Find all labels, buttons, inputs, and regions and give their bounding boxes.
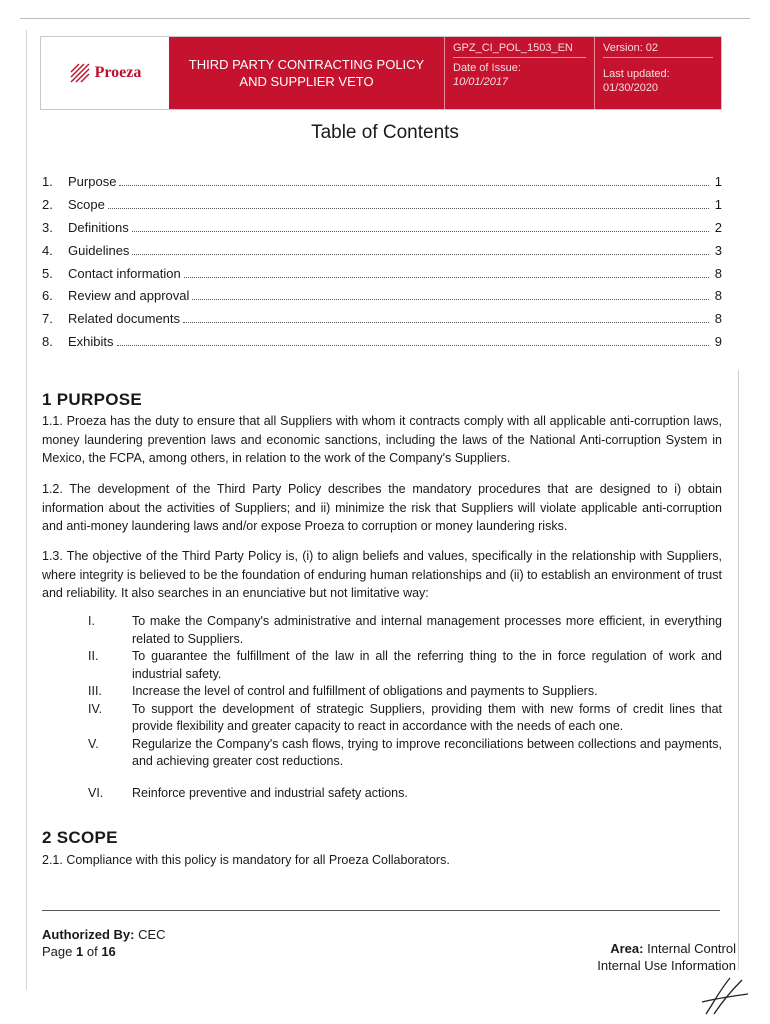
list-number: VI.	[88, 785, 104, 800]
toc-label: Scope	[68, 196, 105, 212]
area-value: Internal Control	[647, 941, 736, 956]
toc-label: Definitions	[68, 219, 129, 235]
authorized-label: Authorized By:	[42, 927, 135, 942]
list-number: IV.	[88, 701, 103, 716]
document-title: THIRD PARTY CONTRACTING POLICY AND SUPPLIER VETO	[169, 37, 444, 109]
toc-label: Guidelines	[68, 242, 130, 258]
toc-title: Table of Contents	[311, 122, 459, 143]
toc-item-contact-information[interactable]	[42, 266, 722, 289]
scan-edge-left	[26, 30, 27, 990]
list-text: Regularize the Company's cash flows, trying to improve reconciliations between collections and payments, and achieving greater cost reductions.	[132, 736, 722, 768]
list-number: V.	[88, 736, 99, 751]
purpose-paragraph-2: 1.2. The development of the Third Party Policy describes the mandatory procedures that are designed to i) obtain information about the activities of Suppliers; and ii) minimize the risk that Suppliers will violate applicable anti-corruption and anti-money laundering laws and/or expose Proeza to corruption or money laundering risks.	[42, 482, 722, 533]
footer-left	[42, 926, 166, 960]
toc-leader	[119, 185, 709, 186]
page-indicator	[42, 943, 166, 960]
toc-page: 3	[714, 242, 722, 258]
toc-label: Exhibits	[68, 334, 114, 350]
toc-leader	[132, 254, 709, 255]
toc-number: 8.	[42, 334, 53, 350]
list-item	[42, 736, 722, 771]
logo-text: Proeza	[94, 64, 142, 81]
list-text: To support the development of strategic Suppliers, providing them with new forms of credit lines that provide flexibility and greater capacity to react in accordance with the needs of each one.	[132, 701, 722, 733]
toc-label: Related documents	[68, 311, 181, 327]
toc-number: 7.	[42, 311, 53, 327]
toc-number: 4.	[42, 242, 53, 258]
toc-number: 2.	[42, 196, 53, 212]
updated-date: 01/30/2020	[603, 82, 659, 94]
toc-leader	[132, 231, 709, 232]
area-label: Area:	[610, 941, 644, 956]
table-of-contents	[42, 174, 722, 357]
document-header	[40, 36, 722, 110]
version-cell	[594, 37, 721, 109]
toc-item-guidelines[interactable]	[42, 243, 722, 266]
toc-number: 5.	[42, 265, 53, 281]
toc-label: Purpose	[68, 174, 117, 189]
footer-divider	[42, 910, 720, 911]
toc-label: Contact information	[68, 265, 181, 281]
scope-paragraph-1: 2.1. Compliance with this policy is mandatory for all Proeza Collaborators.	[42, 853, 450, 867]
list-text: Reinforce preventive and industrial safety actions.	[132, 785, 408, 800]
purpose-heading: 1 PURPOSE	[42, 390, 143, 409]
footer-right	[597, 940, 736, 974]
toc-leader	[184, 277, 709, 278]
toc-number: 1.	[42, 174, 53, 189]
list-text: Increase the level of control and fulfillment of obligations and payments to Suppliers.	[132, 684, 598, 698]
list-item	[42, 648, 722, 683]
doc-code: GPZ_CI_POL_1503_EN	[453, 41, 586, 58]
toc-leader	[117, 345, 709, 346]
page-word: Page	[42, 944, 73, 959]
list-item	[42, 613, 722, 648]
list-item	[42, 683, 722, 701]
page-total: 16	[101, 944, 116, 959]
toc-page: 1	[714, 174, 722, 189]
updated-label: Last updated:	[603, 68, 670, 80]
authorized-by	[42, 926, 166, 943]
toc-item-scope[interactable]	[42, 197, 722, 220]
toc-item-exhibits[interactable]	[42, 334, 722, 357]
scope-heading: 2 SCOPE	[42, 828, 118, 847]
issue-date: 10/01/2017	[453, 76, 509, 88]
toc-page: 1	[714, 196, 722, 212]
list-text: To make the Company's administrative and internal management processes more efficient, in everything related to Suppliers.	[132, 614, 722, 646]
issue-label: Date of Issue:	[453, 62, 521, 74]
list-text: To guarantee the fulfillment of the law in all the referring thing to the in force regulation of work and industrial safety.	[132, 649, 722, 681]
toc-number: 3.	[42, 219, 53, 235]
toc-item-purpose[interactable]	[42, 174, 722, 197]
toc-item-definitions[interactable]	[42, 220, 722, 243]
classification: Internal Use Information	[597, 958, 736, 973]
toc-page: 9	[714, 334, 722, 350]
toc-label: Review and approval	[68, 288, 190, 304]
list-item	[42, 701, 722, 736]
purpose-paragraph-1: 1.1. Proeza has the duty to ensure that all Suppliers with whom it contracts comply with all applicable anti-corruption laws, money laundering prevention laws and economic sanctions, including the laws of the National Anti-corruption System in Mexico, the FCPA, among others, in relation to the work of the Company's Suppliers.	[42, 414, 722, 465]
scan-edge-top	[20, 18, 750, 19]
page-of: of	[86, 944, 98, 959]
list-item	[42, 785, 722, 803]
page-number: 1	[76, 944, 84, 959]
toc-page: 8	[714, 288, 722, 304]
list-number: II.	[88, 649, 99, 663]
toc-number: 6.	[42, 288, 53, 304]
version: Version: 02	[603, 41, 713, 58]
toc-page: 2	[714, 219, 722, 235]
toc-leader	[192, 299, 709, 300]
signature-initials-icon	[700, 972, 750, 1017]
toc-item-related-documents[interactable]	[42, 311, 722, 334]
toc-item-review-and-approval[interactable]	[42, 288, 722, 311]
doc-code-cell	[444, 37, 594, 109]
toc-page: 8	[714, 265, 722, 281]
logo	[41, 37, 169, 109]
area	[597, 940, 736, 957]
toc-leader	[108, 208, 709, 209]
authorized-value: CEC	[138, 927, 166, 942]
proeza-logo-icon	[69, 62, 91, 84]
purpose-paragraph-3: 1.3. The objective of the Third Party Policy is, (i) to align beliefs and values, specifically in the relationship with Suppliers, where integrity is believed to be the foundation of enduring human relationships and (ii) to establish an environment of trust and reliability. It also searches in an enunciative but not limitative way:	[42, 549, 722, 600]
toc-leader	[183, 322, 709, 323]
objectives-list	[42, 613, 722, 802]
toc-page: 8	[714, 311, 722, 327]
list-number: III.	[88, 684, 102, 698]
list-number: I.	[88, 614, 95, 628]
scan-edge-right	[738, 370, 739, 970]
